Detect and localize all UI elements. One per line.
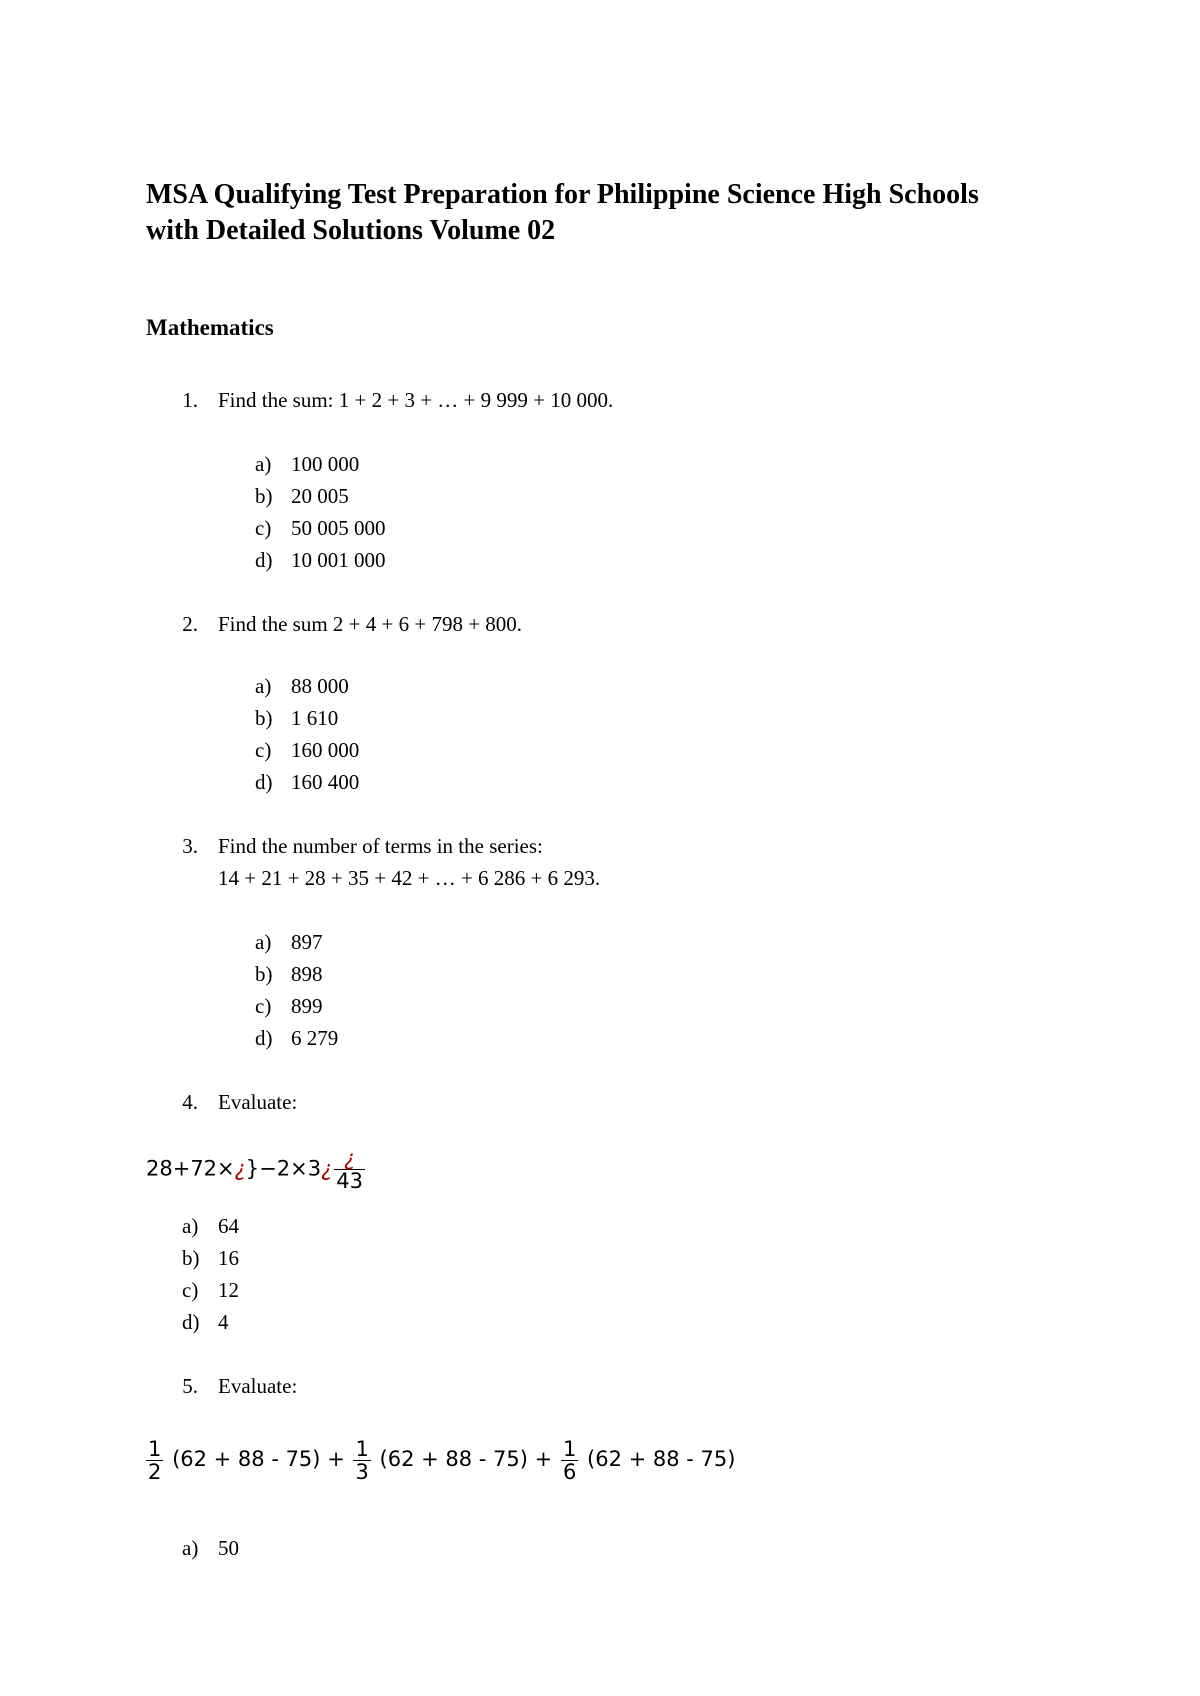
option-letter: a) (255, 674, 272, 698)
option-letter: d) (255, 1026, 273, 1050)
option-letter: c) (182, 1278, 199, 1302)
fraction-numerator: 1 (355, 1436, 369, 1461)
option-text: 4 (218, 1310, 229, 1334)
option-letter: b) (255, 484, 273, 508)
fraction-2 (353, 1438, 370, 1483)
fraction-3 (561, 1438, 578, 1483)
option-d (182, 1306, 229, 1338)
fraction-denominator: 43 (336, 1169, 363, 1193)
option-letter: b) (255, 706, 273, 730)
question-text: Find the sum: 1 + 2 + 3 + … + 9 999 + 10 000. (218, 388, 614, 412)
title-line-1: MSA Qualifying Test Preparation for Philippine Science High Schools (146, 179, 979, 210)
option-c (182, 1274, 239, 1306)
option-letter: b) (255, 962, 273, 986)
fraction-denominator: 6 (562, 1459, 577, 1484)
option-text: 16 (218, 1246, 239, 1270)
option-letter: d) (182, 1310, 200, 1334)
question-text-line-2: 14 + 21 + 28 + 35 + 42 + … + 6 286 + 6 293. (218, 866, 601, 890)
fraction-1 (146, 1438, 163, 1483)
expr-part-1: 28+72× (146, 1156, 235, 1181)
section-heading: Mathematics (146, 315, 274, 340)
option-letter: d) (255, 770, 273, 794)
option-text: 64 (218, 1214, 239, 1238)
fraction-denominator: 2 (148, 1459, 162, 1484)
expr-paren: (62 + 88 - 75) (587, 1447, 736, 1471)
option-c (255, 990, 323, 1022)
expr-glyph-2: ¿ (321, 1156, 333, 1181)
question-number: 3. (182, 834, 198, 858)
expr-plus: + (327, 1447, 345, 1471)
option-text: 10 001 000 (291, 548, 386, 572)
expr-part-2: }−2×3 (245, 1156, 322, 1181)
document-title (146, 177, 1106, 249)
fraction-numerator: 1 (562, 1436, 577, 1461)
option-letter: a) (255, 930, 272, 954)
option-a (255, 926, 323, 958)
option-text: 1 610 (291, 706, 339, 730)
option-c (255, 512, 386, 544)
expr-paren: (62 + 88 - 75) (172, 1447, 321, 1471)
option-letter: a) (255, 452, 272, 476)
option-letter: a) (182, 1214, 199, 1238)
option-text: 899 (291, 994, 323, 1018)
expr-paren: (62 + 88 - 75) (379, 1447, 528, 1471)
question-text: Find the sum 2 + 4 + 6 + 798 + 800. (218, 612, 523, 636)
option-b (182, 1242, 239, 1274)
option-a (255, 448, 359, 480)
option-text: 100 000 (291, 452, 360, 476)
title-line-2: with Detailed Solutions Volume 02 (146, 215, 556, 246)
option-a (182, 1210, 239, 1242)
option-d (255, 1022, 338, 1054)
math-expression (144, 1434, 735, 1484)
question-text: Find the number of terms in the series: (218, 834, 543, 858)
option-text: 898 (291, 962, 323, 986)
option-text: 50 (218, 1536, 239, 1560)
expr-fraction (334, 1147, 365, 1192)
question-text: Evaluate: (218, 1090, 298, 1114)
option-text: 12 (218, 1278, 239, 1302)
option-text: 160 000 (291, 738, 360, 762)
option-a (182, 1532, 239, 1564)
option-a (255, 670, 349, 702)
option-letter: c) (255, 516, 272, 540)
option-b (255, 702, 338, 734)
question-text: Evaluate: (218, 1374, 298, 1398)
fraction-numerator: ¿ (334, 1147, 365, 1170)
question-number: 4. (182, 1090, 198, 1114)
question-number: 2. (182, 612, 198, 636)
option-letter: d) (255, 548, 273, 572)
option-d (255, 544, 386, 576)
option-c (255, 734, 359, 766)
option-text: 160 400 (291, 770, 360, 794)
fraction-numerator: 1 (148, 1436, 162, 1461)
option-letter: a) (182, 1536, 199, 1560)
option-letter: c) (255, 738, 272, 762)
option-text: 6 279 (291, 1026, 339, 1050)
option-d (255, 766, 359, 798)
fraction-denominator: 3 (355, 1459, 369, 1484)
option-text: 20 005 (291, 484, 349, 508)
option-text: 50 005 000 (291, 516, 386, 540)
question-number: 5. (182, 1374, 198, 1398)
option-b (255, 480, 349, 512)
math-expression (146, 1147, 367, 1192)
expr-plus: + (534, 1447, 553, 1471)
option-letter: c) (255, 994, 272, 1018)
expr-glyph: ¿ (234, 1156, 246, 1181)
question-number: 1. (182, 388, 198, 412)
option-text: 897 (291, 930, 323, 954)
option-text: 88 000 (291, 674, 349, 698)
option-letter: b) (182, 1246, 200, 1270)
option-b (255, 958, 323, 990)
